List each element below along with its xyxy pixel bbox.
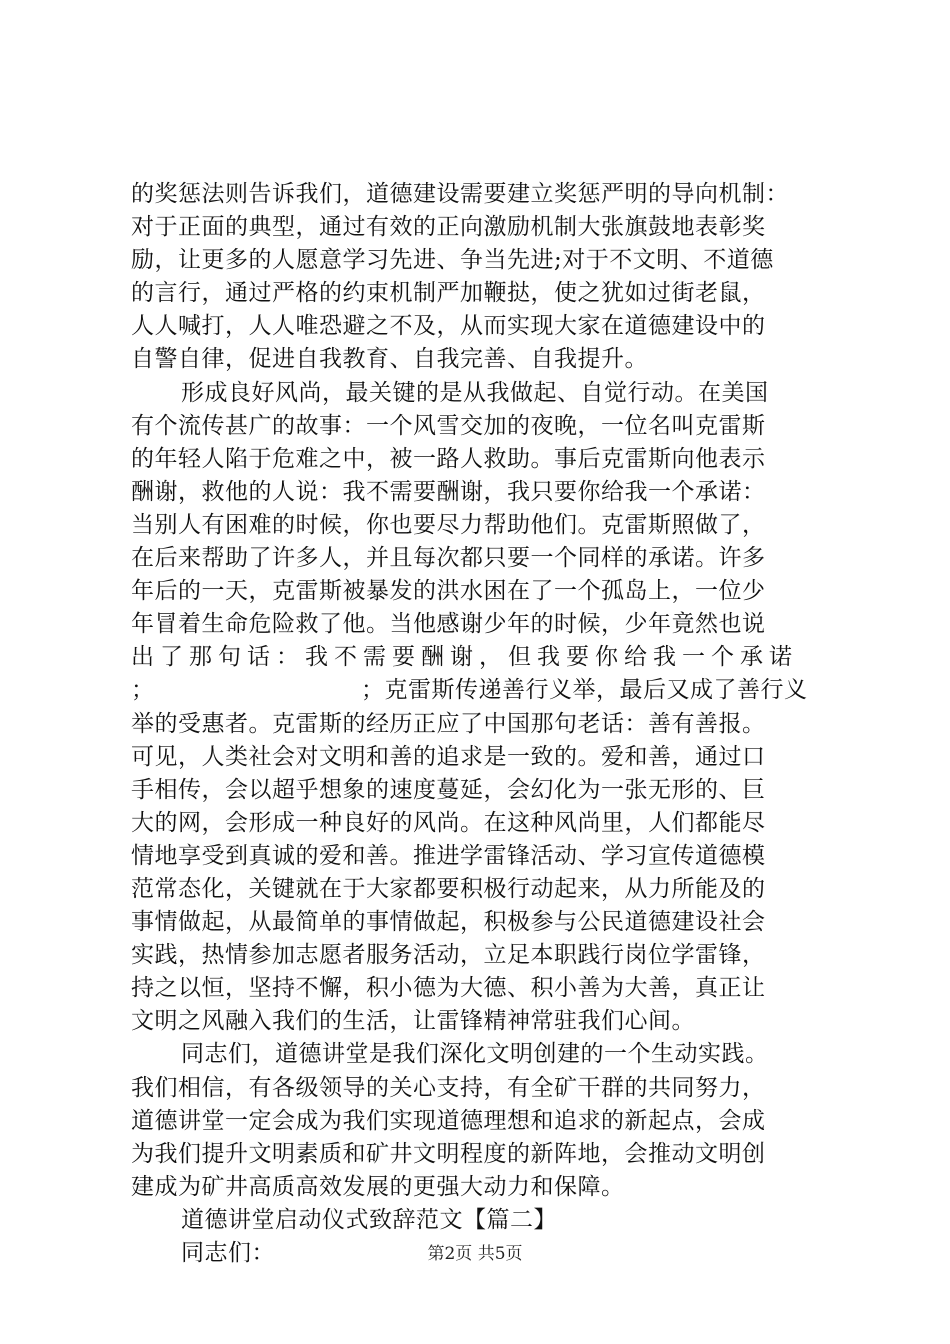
text-line: 自警自律，促进自我教育、自我完善、自我提升。 [131,346,648,373]
text-line: 建成为矿井高质高效发展的更强大动力和保障。 [131,1173,625,1200]
text-line: 酬谢，救他的人说：我不需要酬谢，我只要你给我一个承诺： [131,478,766,505]
text-line: 的年轻人陷于危难之中，被一路人救助。事后克雷斯向他表示 [131,445,766,472]
body-text [131,178,831,1270]
text-line: 手相传，会以超乎想象的速度蔓延，会幻化为一张无形的、巨 [131,776,766,803]
text-line: 实践，热情参加志愿者服务活动，立足本职践行岗位学雷锋， [131,942,766,969]
text-line: 的言行，通过严格的约束机制严加鞭挞，使之犹如过街老鼠， [131,280,766,307]
text-line: 的奖惩法则告诉我们，道德建设需要建立奖惩严明的导向机制： [131,181,789,207]
text-line: 出了那句话：我不需要酬谢，但我要你给我一个承诺 [131,644,798,671]
page-footer [0,1243,950,1265]
text-fragment: ； [131,677,155,704]
text-line: 形成良好风尚，最关键的是从我做起、自觉行动。在美国 [181,379,769,406]
text-line: 文明之风融入我们的生活，让雷锋精神常驻我们心间。 [131,1008,695,1035]
text-line: 年后的一天，克雷斯被暴发的洪水困在了一个孤岛上，一位少 [131,578,766,605]
text-line-with-gap [131,674,831,707]
page-number-label: 第2页 共5页 [427,1244,523,1264]
text-line: 大的网，会形成一种良好的风尚。在这种风尚里，人们都能尽 [131,809,766,836]
text-line: 对于正面的典型，通过有效的正向激励机制大张旗鼓地表彰奖 [131,214,766,241]
text-line: 同志们，道德讲堂是我们深化文明创建的一个生动实践。 [181,1041,769,1068]
text-line: 持之以恒，坚持不懈，积小德为大德、积小善为大善，真正让 [131,975,766,1002]
text-line: 我们相信，有各级领导的关心支持，有全矿干群的共同努力， [131,1074,766,1101]
text-line: 范常态化，关键就在于大家都要积极行动起来，从力所能及的 [131,875,766,902]
text-line: 可见，人类社会对文明和善的追求是一致的。爱和善，通过口 [131,743,766,770]
text-line: 人人喊打，人人唯恐避之不及，从而实现大家在道德建设中的 [131,313,766,340]
text-line: 在后来帮助了许多人，并且每次都只要一个同样的承诺。许多 [131,545,766,572]
salutation: 同志们： [181,1240,275,1266]
text-fragment: ；克雷斯传递善行义举，最后又成了善行义 [361,677,808,704]
text-line: 为我们提升文明素质和矿井文明程度的新阵地，会推动文明创 [131,1140,766,1167]
text-line: 励，让更多的人愿意学习先进、争当先进;对于不文明、不道德 [131,247,774,274]
text-line: 事情做起，从最简单的事情做起，积极参与公民道德建设社会 [131,909,766,936]
text-line: 有个流传甚广的故事：一个风雪交加的夜晚，一位名叫克雷斯 [131,412,766,439]
text-line: 年冒着生命危险救了他。当他感谢少年的时候，少年竟然也说 [131,611,766,638]
section-heading: 道德讲堂启动仪式致辞范文【篇二】 [181,1206,557,1233]
text-line: 举的受惠者。克雷斯的经历正应了中国那句老话：善有善报。 [131,710,766,737]
text-line: 道德讲堂一定会成为我们实现道德理想和追求的新起点，会成 [131,1107,766,1134]
text-line: 情地享受到真诚的爱和善。推进学雷锋活动、学习宣传道德模 [131,842,766,869]
text-line: 当别人有困难的时候，你也要尽力帮助他们。克雷斯照做了， [131,511,766,538]
